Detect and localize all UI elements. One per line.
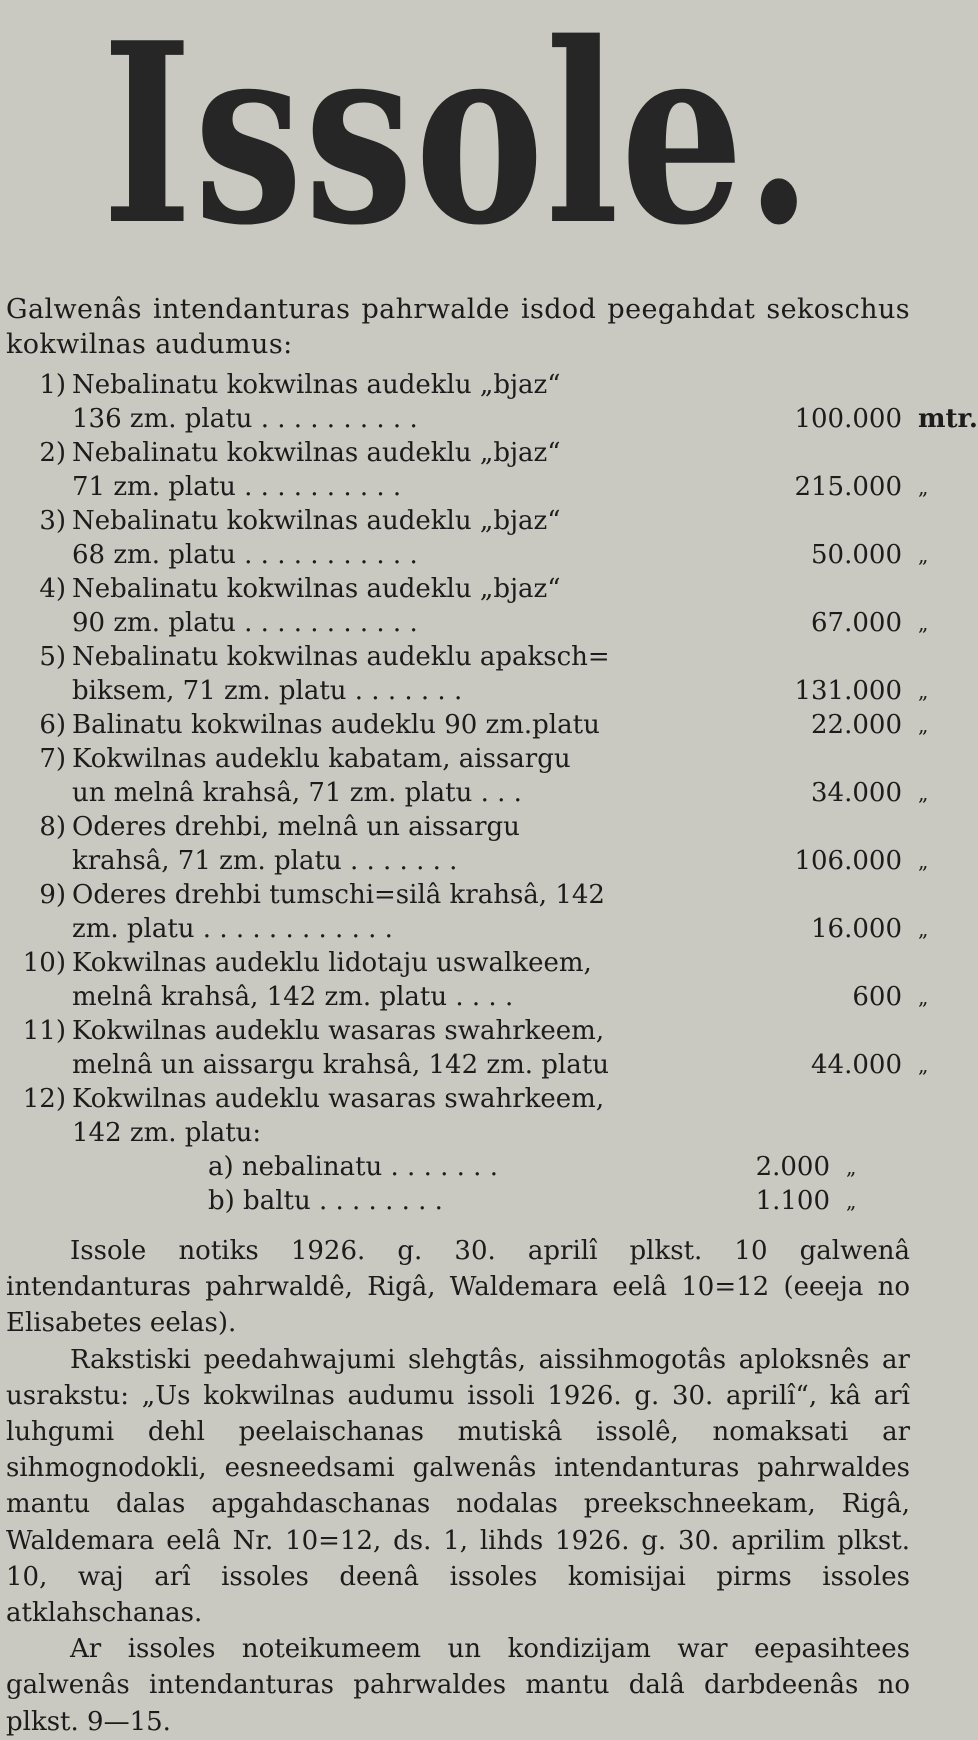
paragraph-auction-date: Issole notiks 1926. g. 30. aprilî plkst. 10 galwenâ intendanturas pahrwaldê, Rigâ, Waldemara eelâ 10=12 (eeeja no Elisabetes eelas). xyxy=(6,1236,910,1339)
sub-item-quantity: 2.000 xyxy=(755,1152,830,1182)
ditto-mark: „ xyxy=(918,849,929,873)
item-number: 6) xyxy=(39,710,66,740)
item-description: Nebalinatu kokwilnas audeklu „bjaz“ xyxy=(72,506,561,536)
item-quantity: 131.000 xyxy=(794,676,902,706)
item-number: 1) xyxy=(39,370,66,400)
sub-item xyxy=(0,1184,916,1218)
list-item xyxy=(0,436,929,504)
item-quantity: 600 xyxy=(852,982,902,1012)
item-quantity: 67.000 xyxy=(811,608,902,638)
ditto-mark: „ xyxy=(918,679,929,703)
closing-paragraphs xyxy=(6,1233,910,1740)
list-item xyxy=(0,708,929,742)
page-title: Issole. xyxy=(101,0,815,280)
item-quantity: 106.000 xyxy=(794,846,902,876)
ditto-mark: „ xyxy=(846,1155,857,1179)
list-item xyxy=(0,742,929,810)
list-item xyxy=(0,572,929,640)
ditto-mark: „ xyxy=(918,781,929,805)
item-number: 10) xyxy=(22,948,66,978)
item-description: Nebalinatu kokwilnas audeklu „bjaz“ xyxy=(72,438,561,468)
item-quantity: 16.000 xyxy=(811,914,902,944)
item-description-cont: 71 zm. platu . . . . . . . . . . xyxy=(72,472,402,502)
item-number: 11) xyxy=(22,1016,66,1046)
list-item xyxy=(0,640,929,708)
list-item xyxy=(0,946,929,1014)
intro-paragraph xyxy=(6,292,910,362)
item-number: 7) xyxy=(39,744,66,774)
item-description-cont: krahsâ, 71 zm. platu . . . . . . . xyxy=(72,846,458,876)
intro-text: Galwenâs intendanturas pahrwalde isdod peegahdat sekoschus kokwilnas audumus: xyxy=(6,294,910,360)
list-item xyxy=(0,504,929,572)
item-description-cont: zm. platu . . . . . . . . . . . . xyxy=(72,914,393,944)
item-description: Kokwilnas audeklu lidotaju uswalkeem, xyxy=(72,948,592,978)
list-item xyxy=(0,878,929,946)
item-list xyxy=(0,368,978,1218)
item-description: Nebalinatu kokwilnas audeklu apaksch= xyxy=(72,642,610,672)
ditto-mark: „ xyxy=(918,475,929,499)
item-number: 4) xyxy=(39,574,66,604)
ditto-mark: „ xyxy=(918,917,929,941)
item-quantity: 22.000 xyxy=(811,710,902,740)
item-number: 3) xyxy=(39,506,66,536)
item-description-cont: 68 zm. platu . . . . . . . . . . . xyxy=(72,540,418,570)
item-description-cont: un melnâ krahsâ, 71 zm. platu . . . xyxy=(72,778,522,808)
item-number: 2) xyxy=(39,438,66,468)
ditto-mark: „ xyxy=(918,713,929,737)
item-description: Kokwilnas audeklu wasaras swahrkeem, xyxy=(72,1084,605,1114)
item-description-cont: melnâ un aissargu krahsâ, 142 zm. platu xyxy=(72,1050,609,1080)
sub-item-quantity: 1.100 xyxy=(755,1186,830,1216)
ditto-mark: „ xyxy=(918,1053,929,1077)
list-item xyxy=(0,1014,929,1082)
sub-item-label: a) nebalinatu . . . . . . . xyxy=(208,1152,498,1182)
item-number: 5) xyxy=(39,642,66,672)
item-unit: mtr. xyxy=(918,404,978,434)
paragraph-submissions: Rakstiski peedahwajumi slehgtâs, aissihmogotâs aploksnês ar usrakstu: „Us kokwilnas audumu issoli 1926. g. 30. aprilî“, kâ arî luhgumi dehl peelaischanas mutiskâ issolê, nomaksati ar sihmognodokli, eesneedsami galwenâs intendanturas pahrwaldes mantu dalas apgahdaschanas nodalas preekschneekam, Rigâ, Waldemara eelâ Nr. 10=12, ds. 1, lihds 1926. g. 30. aprilim plkst. 10, waj arî issoles deenâ issoles komisijai pirms issoles atklahschanas. xyxy=(6,1344,910,1629)
list-item xyxy=(0,368,978,436)
item-description: Kokwilnas audeklu kabatam, aissargu xyxy=(72,744,571,774)
item-number: 8) xyxy=(39,812,66,842)
list-item xyxy=(0,810,929,878)
ditto-mark: „ xyxy=(846,1189,857,1213)
sub-item-label: b) baltu . . . . . . . . xyxy=(208,1186,443,1216)
sub-item xyxy=(0,1150,916,1184)
item-quantity: 215.000 xyxy=(794,472,902,502)
item-quantity: 44.000 xyxy=(811,1050,902,1080)
item-description-cont: 90 zm. platu . . . . . . . . . . . xyxy=(72,608,418,638)
ditto-mark: „ xyxy=(918,543,929,567)
item-description: Oderes drehbi, melnâ un aissargu xyxy=(72,812,520,842)
item-description-cont: melnâ krahsâ, 142 zm. platu . . . . xyxy=(72,982,514,1012)
item-number: 12) xyxy=(22,1084,66,1114)
item-description: Balinatu kokwilnas audeklu 90 zm.platu xyxy=(72,710,600,740)
item-description: Kokwilnas audeklu wasaras swahrkeem, xyxy=(72,1016,605,1046)
item-description: Nebalinatu kokwilnas audeklu „bjaz“ xyxy=(72,370,561,400)
item-quantity: 34.000 xyxy=(811,778,902,808)
list-item xyxy=(0,1082,916,1150)
item-description-cont: 136 zm. platu . . . . . . . . . . xyxy=(72,404,418,434)
ditto-mark: „ xyxy=(918,985,929,1009)
item-description-cont: biksem, 71 zm. platu . . . . . . . xyxy=(72,676,463,706)
item-quantity: 100.000 xyxy=(794,404,902,434)
ditto-mark: „ xyxy=(918,611,929,635)
item-description-cont: 142 zm. platu: xyxy=(72,1118,262,1148)
item-description: Oderes drehbi tumschi=silâ krahsâ, 142 xyxy=(72,880,605,910)
paragraph-conditions: Ar issoles noteikumeem un kondizijam war eepasihtees galwenâs intendanturas pahrwaldes mantu dalâ darbdeenâs no plkst. 9—15. xyxy=(6,1634,910,1737)
item-number: 9) xyxy=(39,880,66,910)
item-description: Nebalinatu kokwilnas audeklu „bjaz“ xyxy=(72,574,561,604)
item-quantity: 50.000 xyxy=(811,540,902,570)
